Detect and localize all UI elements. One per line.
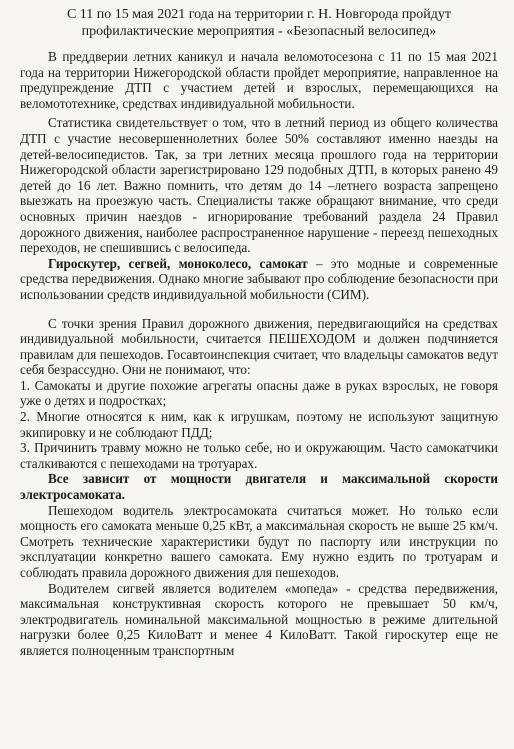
sim-paragraph [20,256,498,303]
list-item-3: 3. Причинить травму можно не только себе, но и окружающим. Часто самокатчики сталкиваются с пешеходами на тротуарах. [20,440,498,471]
document-title: С 11 по 15 мая 2021 года на территории г. Н. Новгорода пройдут профилактические мероприятия - «Безопасный велосипед» [66,7,452,39]
sim-devices-bold: Гироскутер, сегвей, моноколесо, самокат [48,255,308,271]
pdd-paragraph: С точки зрения Правил дорожного движения, передвигающийся на средствах индивидуальной мобильности, считается ПЕШЕХОДОМ и должен подчиняется правилам для пешеходов. Госавтоинспекция считает, что владельцы самокатов ведут себя безрассудно. Они не понимают, что: [20,315,498,378]
pedestrian-paragraph: Пешеходом водитель электросамоката считаться может. Но только если мощность его самоката меньше 0,25 кВт, а максимальная скорость не выше 25 км/ч. Смотреть технические характеристики будут по паспорту или инструкции по эксплуатации конкретно вашего самоката. Ему нужно ездить по тротуарам и соблюдать правила дорожного движения для пешеходов. [20,502,498,580]
section-heading: Все зависит от мощности двигателя и максимальной скорости электросамоката. [20,471,498,503]
segway-paragraph: Водителем сигвей является водителем «мопеда» - средства передвижения, максимальная конструктивная скорость которого не превышает 50 км/ч, электродвигатель номинальной максимальной мощностью в режиме длительной нагрузки более 0,25 КилоВатт и менее 4 КилоВатт. Такой гироскутер еще не является полноценным транспортным [20,580,498,658]
list-item-1: 1. Самокаты и другие похожие агрегаты опасны даже в руках взрослых, не говоря уже о детях и подростках; [20,377,498,409]
sim-paragraph-text: – это модные и современные средства передвижения. Однако многие забывают про соблюдение безопасности при использовании средств индивидуальной мобильности (СИМ). [20,255,498,302]
list-item-2: 2. Многие относятся к ним, как к игрушкам, поэтому не используют защитную экипировку и не соблюдают ПДД; [20,409,498,440]
intro-paragraph: В преддверии летних каникул и начала веломотосезона с 11 по 15 мая 2021 года на территории Нижегородской области пройдет мероприятие, направленное на предупреждение ДТП с участием детей и взрослых, перемещающихся на веломототехнике, средствах индивидуальной мобильности. [20,49,498,111]
statistics-paragraph: Статистика свидетельствует о том, что в летний период из общего количества ДТП с участие несовершеннолетних более 50% составляют именно наезды на детей-велосипедистов. Так, за три летних месяца прошлого года на территории Нижегородской области зарегистрировано 129 подобных ДТП, в которых ранено 49 детей до 16 лет. Важно помнить, что детям до 14 –летнего возраста запрещено выезжать на проезжую часть. Специалисты также обращают внимание, что среди основных причин наездов - игнорирование требований раздела 24 Правил дорожного движения, наиболее распространенное нарушение - переезд пешеходных переходов, не спешившись с велосипеда. [20,115,498,256]
